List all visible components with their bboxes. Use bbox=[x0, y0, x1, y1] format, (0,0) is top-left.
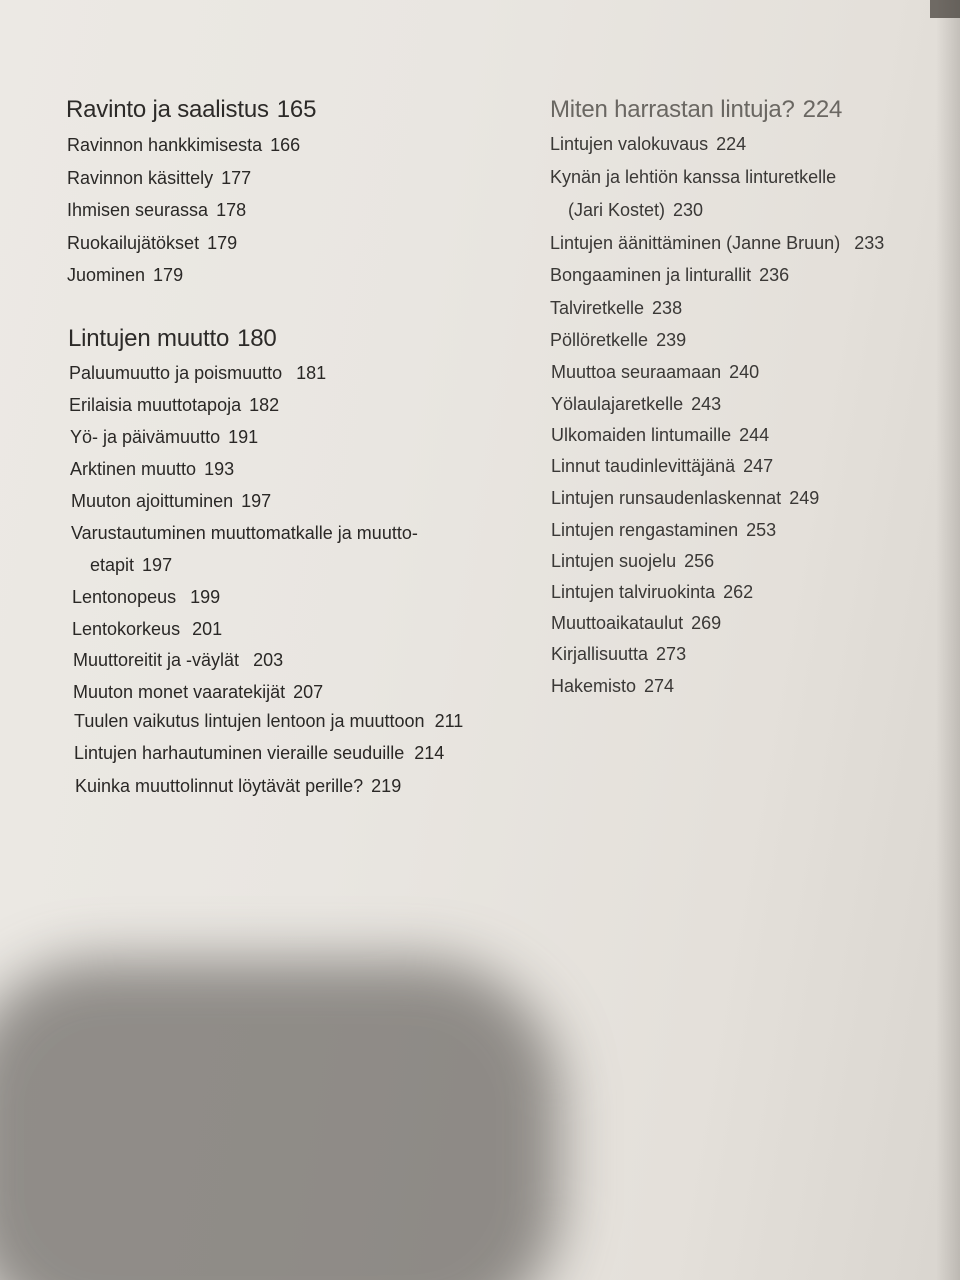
entry-page-number: 249 bbox=[789, 488, 820, 508]
entry-page-number: 238 bbox=[652, 298, 683, 318]
toc-entry bbox=[551, 362, 759, 383]
entry-title: etapit bbox=[90, 555, 135, 575]
toc-entry bbox=[551, 520, 776, 541]
entry-title: Ruokailujätökset bbox=[67, 233, 200, 253]
toc-entry bbox=[550, 134, 746, 155]
entry-page-number: 240 bbox=[729, 362, 760, 382]
toc-entry bbox=[550, 167, 836, 188]
entry-page-number: 269 bbox=[691, 613, 722, 633]
section-title: Ravinto ja saalistus bbox=[66, 96, 269, 123]
entry-title: Paluumuutto ja poismuutto bbox=[69, 363, 283, 383]
entry-page-number: 243 bbox=[691, 394, 722, 414]
toc-entry bbox=[69, 395, 279, 416]
entry-title: Pöllöretkelle bbox=[550, 330, 649, 350]
entry-page-number: 224 bbox=[716, 134, 747, 154]
entry-page-number: 203 bbox=[253, 650, 284, 670]
toc-entry bbox=[75, 776, 401, 797]
entry-page-number: 201 bbox=[192, 619, 223, 639]
entry-title: Lintujen suojelu bbox=[551, 551, 677, 571]
toc-entry bbox=[74, 743, 444, 764]
toc-entry bbox=[551, 613, 721, 634]
toc-section-heading bbox=[66, 96, 316, 124]
toc-entry bbox=[71, 491, 271, 512]
entry-title: Varustautuminen muuttomatkalle ja muutto- bbox=[71, 523, 418, 543]
entry-title: Ulkomaiden lintumaille bbox=[551, 425, 732, 445]
entry-title: Juominen bbox=[67, 265, 146, 285]
toc-entry bbox=[551, 456, 773, 477]
entry-page-number: 262 bbox=[723, 582, 754, 602]
toc-entry bbox=[70, 427, 258, 448]
entry-title: Kynän ja lehtiön kanssa linturetkelle bbox=[550, 167, 837, 187]
entry-page-number: 182 bbox=[249, 395, 280, 415]
toc-entry bbox=[74, 711, 463, 732]
toc-entry bbox=[73, 650, 283, 671]
entry-page-number: 239 bbox=[656, 330, 687, 350]
entry-page-number: 179 bbox=[153, 265, 184, 285]
entry-title: Arktinen muutto bbox=[70, 459, 197, 479]
page-edge-shading bbox=[936, 0, 960, 1280]
toc-section-heading bbox=[550, 96, 842, 124]
entry-title: Talviretkelle bbox=[550, 298, 645, 318]
entry-title: Muuttoa seuraamaan bbox=[551, 362, 722, 382]
entry-page-number: 207 bbox=[293, 682, 324, 702]
entry-page-number: 197 bbox=[241, 491, 272, 511]
entry-title: Erilaisia muuttotapoja bbox=[69, 395, 242, 415]
hand-shadow bbox=[0, 960, 560, 1280]
entry-page-number: 177 bbox=[221, 168, 252, 188]
entry-page-number: 211 bbox=[434, 711, 464, 731]
entry-title: Lintujen harhautuminen vieraille seuduille bbox=[74, 743, 405, 763]
entry-page-number: 191 bbox=[228, 427, 259, 447]
toc-entry bbox=[551, 488, 819, 509]
entry-title: Tuulen vaikutus lintujen lentoon ja muuttoon bbox=[74, 711, 425, 731]
entry-page-number: 166 bbox=[270, 135, 301, 155]
entry-page-number: 253 bbox=[746, 520, 777, 540]
entry-page-number: 256 bbox=[684, 551, 715, 571]
entry-page-number: 233 bbox=[854, 233, 885, 253]
toc-entry bbox=[551, 551, 714, 572]
entry-title: Yölaulajaretkelle bbox=[551, 394, 684, 414]
entry-page-number: 181 bbox=[296, 363, 327, 383]
entry-page-number: 179 bbox=[207, 233, 238, 253]
toc-entry bbox=[551, 394, 721, 415]
entry-page-number: 274 bbox=[644, 676, 675, 696]
entry-page-number: 199 bbox=[190, 587, 221, 607]
toc-entry bbox=[67, 265, 183, 286]
section-page-number: 180 bbox=[237, 325, 277, 352]
entry-page-number: 273 bbox=[656, 644, 687, 664]
entry-page-number: 230 bbox=[673, 200, 704, 220]
entry-page-number: 197 bbox=[142, 555, 173, 575]
entry-title: Lintujen äänittäminen (Janne Bruun) bbox=[550, 233, 841, 253]
toc-entry bbox=[551, 644, 686, 665]
entry-title: Lintujen rengastaminen bbox=[551, 520, 739, 540]
toc-entry bbox=[71, 523, 418, 544]
entry-title: Lintujen runsaudenlaskennat bbox=[551, 488, 782, 508]
entry-title: Lentonopeus bbox=[72, 587, 177, 607]
toc-entry bbox=[72, 619, 222, 640]
entry-title: Ihmisen seurassa bbox=[67, 200, 209, 220]
entry-title: (Jari Kostet) bbox=[568, 200, 666, 220]
entry-page-number: 247 bbox=[743, 456, 774, 476]
section-page-number: 224 bbox=[802, 96, 843, 123]
entry-page-number: 244 bbox=[739, 425, 770, 445]
entry-title: Muuton monet vaaratekijät bbox=[73, 682, 286, 702]
toc-entry bbox=[70, 459, 234, 480]
toc-section-heading bbox=[68, 325, 277, 353]
toc-entry bbox=[551, 582, 753, 603]
section-title: Miten harrastan lintuja? bbox=[550, 96, 795, 123]
entry-page-number: 178 bbox=[216, 200, 247, 220]
entry-title: Yö- ja päivämuutto bbox=[70, 427, 221, 447]
entry-page-number: 219 bbox=[371, 776, 402, 796]
toc-entry bbox=[551, 425, 769, 446]
toc-entry bbox=[550, 233, 884, 254]
entry-title: Bongaaminen ja linturallit bbox=[550, 265, 752, 285]
toc-entry bbox=[550, 298, 682, 319]
toc-entry bbox=[550, 330, 686, 351]
section-title: Lintujen muutto bbox=[68, 325, 230, 352]
toc-entry-continuation bbox=[568, 200, 703, 221]
entry-title: Linnut taudinlevittäjänä bbox=[551, 456, 736, 476]
entry-title: Lentokorkeus bbox=[72, 619, 181, 639]
toc-entry bbox=[550, 265, 789, 286]
entry-title: Kirjallisuutta bbox=[551, 644, 649, 664]
entry-title: Ravinnon hankkimisesta bbox=[67, 135, 263, 155]
entry-title: Kuinka muuttolinnut löytävät perille? bbox=[75, 776, 364, 796]
toc-entry bbox=[67, 168, 251, 189]
toc-entry bbox=[67, 200, 246, 221]
toc-entry bbox=[67, 233, 237, 254]
toc-entry bbox=[73, 682, 323, 703]
entry-title: Hakemisto bbox=[551, 676, 637, 696]
toc-entry bbox=[67, 135, 300, 156]
entry-title: Muuton ajoittuminen bbox=[71, 491, 234, 511]
toc-entry bbox=[69, 363, 326, 384]
entry-page-number: 193 bbox=[204, 459, 235, 479]
entry-title: Ravinnon käsittely bbox=[67, 168, 214, 188]
entry-title: Lintujen valokuvaus bbox=[550, 134, 709, 154]
toc-entry bbox=[72, 587, 220, 608]
entry-title: Lintujen talviruokinta bbox=[551, 582, 716, 602]
entry-page-number: 236 bbox=[759, 265, 790, 285]
entry-title: Muuttoaikataulut bbox=[551, 613, 684, 633]
entry-title: Muuttoreitit ja -väylät bbox=[73, 650, 240, 670]
toc-entry-continuation bbox=[90, 555, 172, 576]
section-page-number: 165 bbox=[276, 96, 317, 123]
entry-page-number: 214 bbox=[414, 743, 445, 763]
toc-entry bbox=[551, 676, 674, 697]
